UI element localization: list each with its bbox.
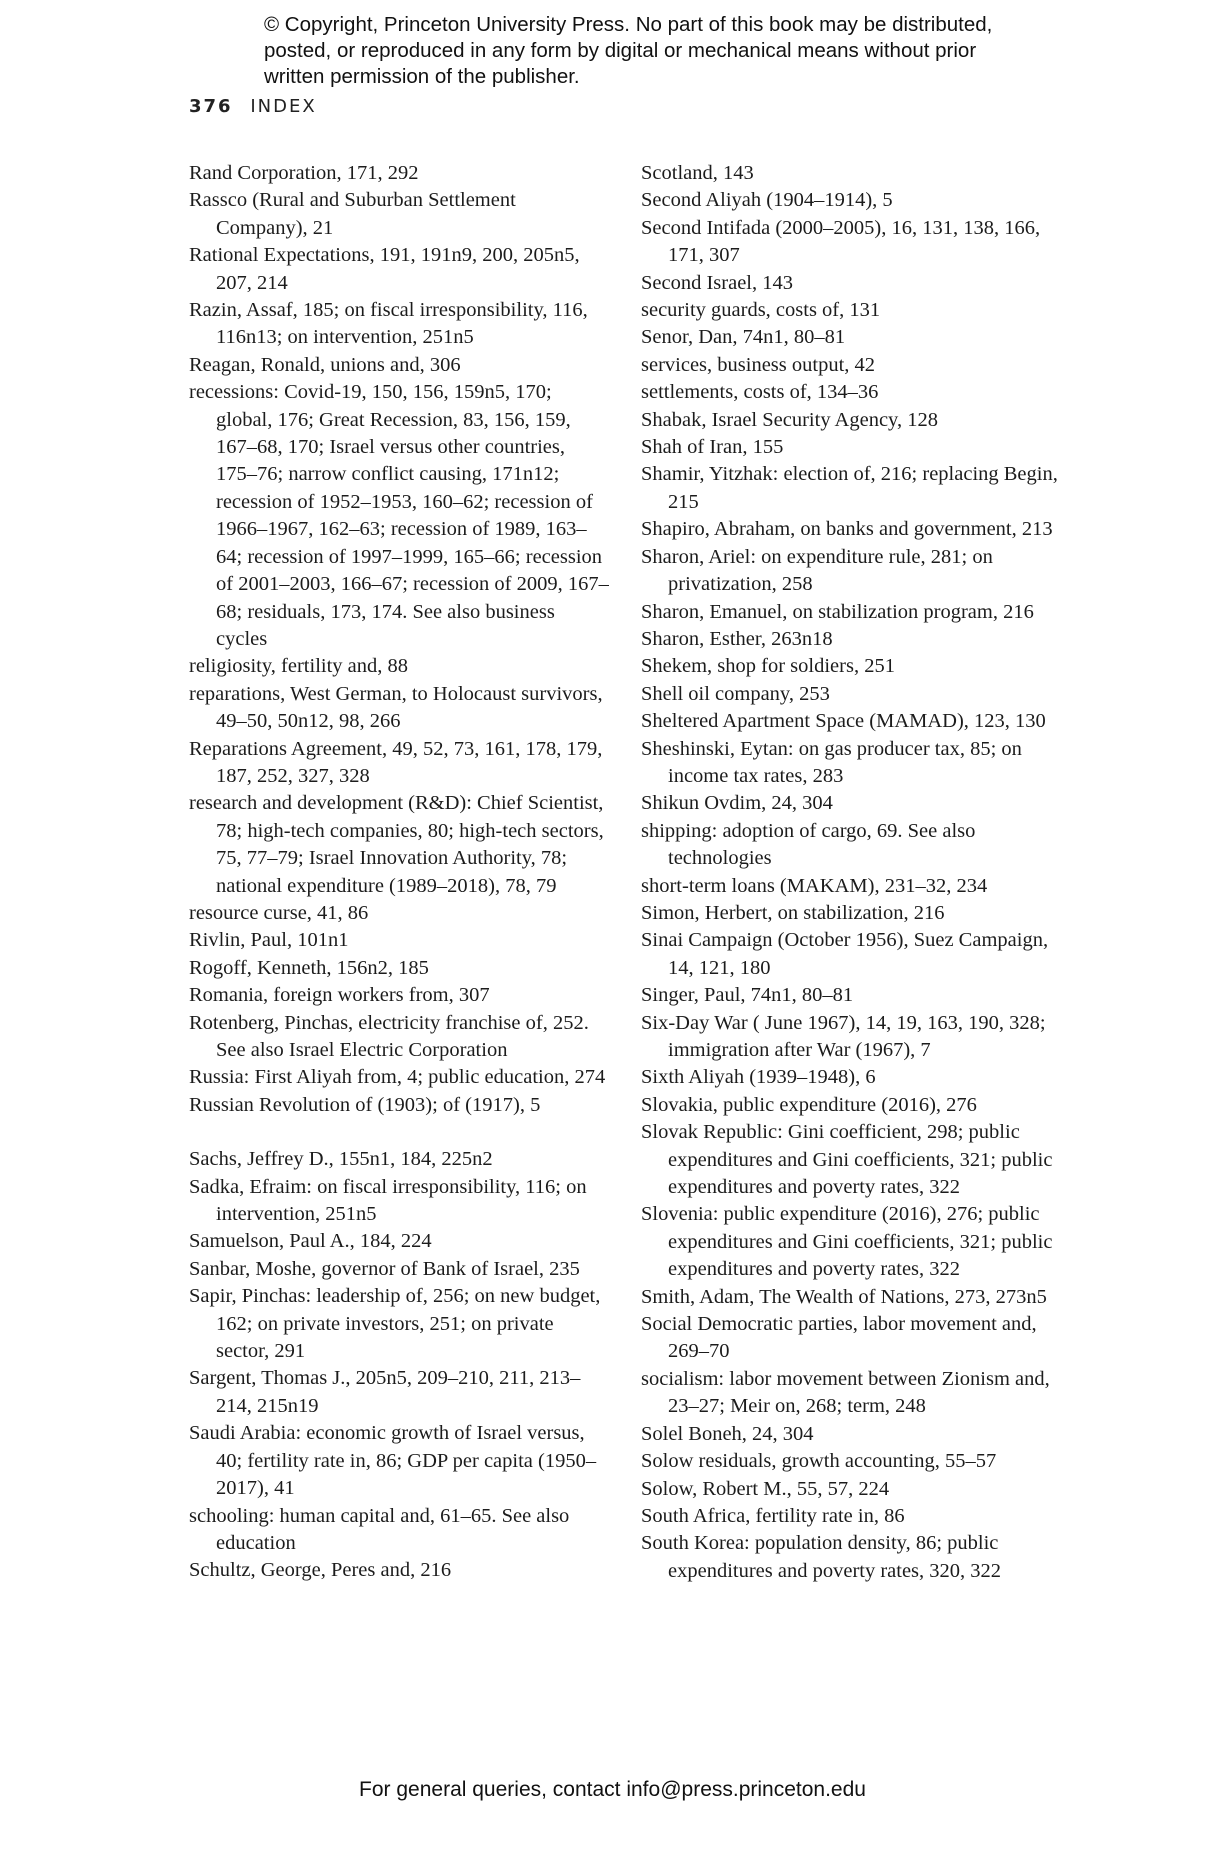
index-entry: Slovakia, public expenditure (2016), 276 [641,1093,977,1116]
index-entry: Senor, Dan, 74n1, 80–81 [641,326,846,349]
index-entry: Six-Day War ( June 1967), 14, 19, 163, 190, 328; immigration after War (1967), 7 [641,1011,1046,1061]
index-entry: Shell oil company, 253 [641,682,830,705]
index-entry: Singer, Paul, 74n1, 80–81 [641,984,854,1007]
index-entry: South Korea: population density, 86; public expenditures and poverty rates, 320, 322 [641,1532,1002,1582]
index-entry: South Africa, fertility rate in, 86 [641,1504,905,1527]
index-entry: Second Intifada (2000–2005), 16, 131, 138, 166, 171, 307 [641,216,1041,267]
index-entry: resource curse, 41, 86 [189,901,369,924]
index-entry: Sinai Campaign (October 1956), Suez Campaign, 14, 121, 180 [641,929,1049,979]
index-entry: Second Israel, 143 [641,271,793,294]
index-entry: services, business output, 42 [641,353,876,376]
index-entry: Shekem, shop for soldiers, 251 [641,655,895,678]
index-entry: Scotland, 143 [641,162,754,184]
index-entry: Sharon, Emanuel, on stabilization program, 216 [641,600,1034,623]
index-entry: Sachs, Jeffrey D., 155n1, 184, 225n2 [189,1148,493,1171]
index-entry: Rational Expectations, 191, 191n9, 200, 205n5, 207, 214 [189,244,580,294]
index-entry: Reparations Agreement, 49, 52, 73, 161, 178, 179, 187, 252, 327, 328 [189,737,603,787]
index-entry: Rassco (Rural and Suburban Settlement Company), 21 [189,189,516,239]
footer-contact: For general queries, contact info@press.princeton.edu [359,1778,866,1801]
index-entry: Romania, foreign workers from, 307 [189,984,490,1007]
index-entry: Shikun Ovdim, 24, 304 [641,792,833,815]
index-entry: Slovenia: public expenditure (2016), 276; public expenditures and Gini coefficients, 321; public expenditures and poverty rates, 322 [641,1203,1053,1281]
index-entry: short-term loans (MAKAM), 231–32, 234 [641,874,988,897]
index-entry: Sharon, Esther, 263n18 [641,627,833,650]
index-entry: Schultz, George, Peres and, 216 [189,1559,452,1582]
index-column-left [189,160,609,1585]
index-entry: Shapiro, Abraham, on banks and government, 213 [641,518,1053,541]
index-entry: shipping: adoption of cargo, 69. See also technologies [641,819,976,870]
index-entry: Sargent, Thomas J., 205n5, 209–210, 211, 213–214, 215n19 [189,1367,581,1417]
index-entry: Sapir, Pinchas: leadership of, 256; on new budget, 162; on private investors, 251; on private sector, 291 [189,1285,601,1363]
copyright-notice: © Copyright, Princeton University Press. No part of this book may be distributed, posted, or reproduced in any form by digital or mechanical means without prior written permission of the publisher. [264,13,993,88]
index-entry: Simon, Herbert, on stabilization, 216 [641,901,945,924]
index-entry: Rand Corporation, 171, 292 [189,162,419,184]
index-entry: Samuelson, Paul A., 184, 224 [189,1230,432,1253]
index-entry: settlements, costs of, 134–36 [641,381,879,404]
index-entry: Rivlin, Paul, 101n1 [189,929,349,952]
index-entry: Russia: First Aliyah from, 4; public education, 274 [189,1066,606,1089]
index-entry: Razin, Assaf, 185; on fiscal irresponsibility, 116, 116n13; on intervention, 251n5 [189,299,588,349]
index-entry: Rogoff, Kenneth, 156n2, 185 [189,956,429,979]
index-entry: recessions: Covid-19, 150, 156, 159n5, 170; global, 176; Great Recession, 83, 156, 159, 167–68, 170; Israel versus other countries, 175–76; narrow conflict causing, 171n12; recession of 1952–1953, 160–62; recession of 1966–1967, 162–63; recession of 1989, 163–64; recession of 1997–1999, 165–66; recession of 2001–2003, 166–67; recession of 2009, 167–68; residuals, 173, 174. See also business cycles [189,381,609,650]
index-entry: Russian Revolution of (1903); of (1917), 5 [189,1093,541,1116]
index-entry: Shabak, Israel Security Agency, 128 [641,408,938,431]
index-entry: Solow, Robert M., 55, 57, 224 [641,1477,890,1500]
index-entry: Shamir, Yitzhak: election of, 216; replacing Begin, 215 [641,463,1058,513]
index-entry: Sanbar, Moshe, governor of Bank of Israel, 235 [189,1257,580,1280]
index-entry: Sharon, Ariel: on expenditure rule, 281; on privatization, 258 [641,545,993,596]
index-entry: Sixth Aliyah (1939–1948), 6 [641,1066,876,1089]
index-entry: Rotenberg, Pinchas, electricity franchise of, 252. See also Israel Electric Corporation [189,1011,589,1061]
index-entry: Sadka, Efraim: on fiscal irresponsibility, 116; on intervention, 251n5 [189,1175,587,1226]
index-entry: socialism: labor movement between Zionism and, 23–27; Meir on, 268; term, 248 [641,1367,1050,1418]
index-entry: security guards, costs of, 131 [641,299,881,322]
index-entry: Social Democratic parties, labor movement and, 269–70 [641,1313,1037,1363]
index-entry: Smith, Adam, The Wealth of Nations, 273, 273n5 [641,1285,1047,1308]
index-entry: reparations, West German, to Holocaust survivors, 49–50, 50n12, 98, 266 [189,682,603,733]
index-entry: Sheltered Apartment Space (MAMAD), 123, 130 [641,710,1046,733]
index-entry: religiosity, fertility and, 88 [189,655,409,678]
index-entry: Shah of Iran, 155 [641,436,784,459]
index-entry: Sheshinski, Eytan: on gas producer tax, 85; on income tax rates, 283 [641,737,1022,787]
index-entry: Solow residuals, growth accounting, 55–57 [641,1450,997,1473]
section-title: INDEX [250,96,317,117]
index-column-right [641,160,1061,1585]
index-entry: Reagan, Ronald, unions and, 306 [189,353,461,376]
index-entry: Saudi Arabia: economic growth of Israel versus, 40; fertility rate in, 86; GDP per capita (1950–2017), 41 [189,1422,597,1500]
index-entry: Second Aliyah (1904–1914), 5 [641,189,893,212]
index-entry: Solel Boneh, 24, 304 [641,1422,814,1445]
index-entry: research and development (R&D): Chief Scientist, 78; high-tech companies, 80; high-tech sectors, 75, 77–79; Israel Innovation Authority, 78; national expenditure (1989–2018), 78, 79 [189,792,604,897]
page-number: 376 [189,96,233,117]
index-entry: Slovak Republic: Gini coefficient, 298; public expenditures and Gini coefficients, 321; public expenditures and poverty rates, 322 [641,1121,1053,1199]
running-head [189,96,317,117]
index-entry: schooling: human capital and, 61–65. See also education [189,1504,570,1554]
